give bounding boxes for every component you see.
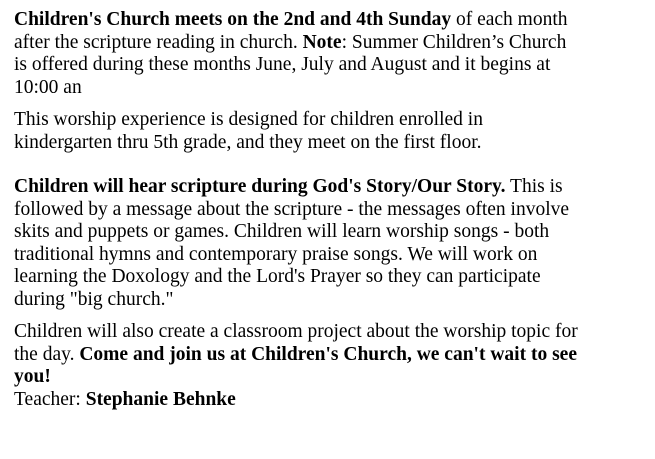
- teacher-label: Teacher:: [14, 388, 86, 410]
- schedule-line-1-rest: of each month: [451, 9, 568, 30]
- schedule-line-2-pre: after the scripture reading in church.: [14, 31, 303, 53]
- teacher-line: [14, 389, 646, 412]
- schedule-line-1: [14, 9, 646, 32]
- schedule-line-4: 10:00 an: [14, 76, 82, 98]
- schedule-heading: Children's Church meets on the 2nd and 4th Sunday: [14, 9, 452, 30]
- activities-line-5: learning the Doxology and the Lord's Prayer so they can participate: [14, 266, 541, 287]
- invitation-line-1: Children will also create a classroom project about the worship topic for: [14, 321, 578, 342]
- invitation-callout-end: you!: [14, 366, 51, 387]
- paragraph-invitation: [14, 321, 646, 411]
- schedule-line-2: [14, 32, 646, 55]
- activities-line-1-rest: This is: [505, 176, 563, 197]
- invitation-line-2: [14, 344, 646, 367]
- activities-line-2: followed by a message about the scripture - the messages often involve: [14, 198, 570, 220]
- invitation-callout: Come and join us at Children's Church, we can't wait to see: [79, 343, 577, 365]
- document-body: [14, 9, 646, 411]
- paragraph-audience: [14, 109, 646, 154]
- schedule-line-3: is offered during these months June, July and August and it begins at: [14, 54, 551, 75]
- activities-line-1: [14, 176, 646, 199]
- note-label: Note: [302, 31, 342, 53]
- activities-line-4: traditional hymns and contemporary praise songs. We will work on: [14, 243, 538, 265]
- paragraph-schedule: [14, 9, 646, 99]
- activities-line-3: skits and puppets or games. Children will learn worship songs - both: [14, 221, 550, 242]
- schedule-line-2-rest: : Summer Children’s Church: [341, 31, 567, 53]
- audience-line-1: This worship experience is designed for children enrolled in: [14, 109, 483, 130]
- activities-line-6: during "big church.": [14, 288, 174, 310]
- teacher-name: Stephanie Behnke: [85, 388, 236, 410]
- paragraph-activities: [14, 176, 646, 311]
- activities-heading: Children will hear scripture during God's Story/Our Story.: [14, 176, 506, 197]
- invitation-line-3: [14, 366, 646, 389]
- audience-line-2: kindergarten thru 5th grade, and they meet on the first floor.: [14, 131, 482, 153]
- invitation-line-2-pre: the day.: [14, 343, 80, 365]
